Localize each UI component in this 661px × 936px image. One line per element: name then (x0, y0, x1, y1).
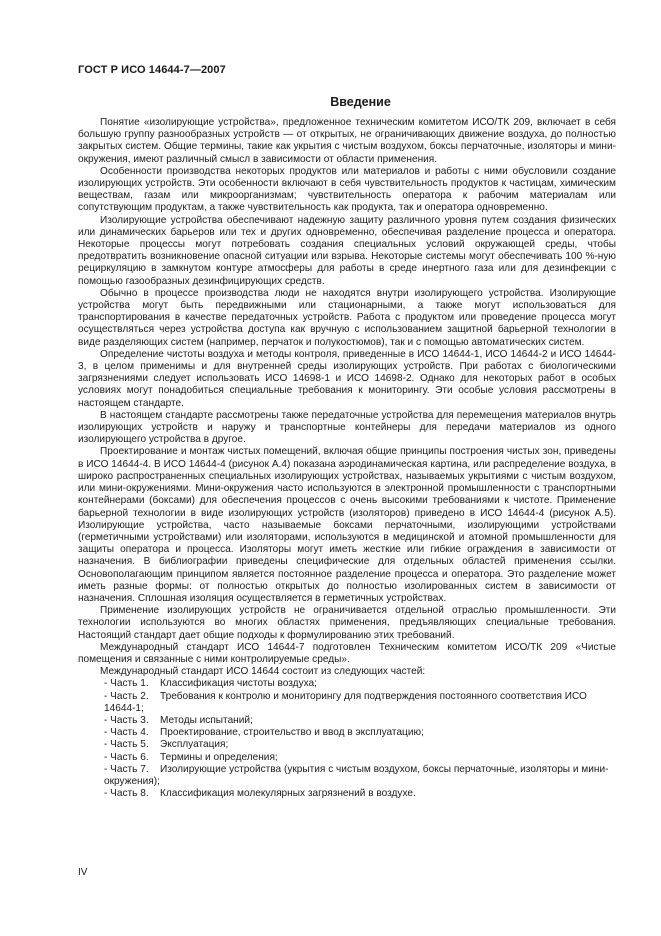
part-number: - Часть 5. (104, 739, 149, 751)
part-title: Требования к контролю и мониторингу для подтверждения постоянного соответствия ИСО 14644-1; (104, 690, 587, 714)
list-item (78, 715, 616, 727)
document-header: ГОСТ Р ИСО 14644-7—2007 (78, 64, 226, 76)
paragraph: Применение изолирующих устройств не ограничивается отдельной отраслью промышленности. Эти технологии используются во многих областях применения, предъявляющих специальные требования. Настоящий стандарт дает общие подходы к формулированию этих требований. (78, 605, 616, 641)
part-title: Классификация молекулярных загрязнений в воздухе. (160, 788, 416, 800)
list-item (78, 764, 616, 788)
list-item (78, 788, 616, 800)
list-item (78, 727, 616, 739)
paragraph: Определение чистоты воздуха и методы контроля, приведенные в ИСО 14644-1, ИСО 14644-2 и ИСО 14644-3, в целом применимы и для внутренней среды изолирующих устройств. При работах с биологическими загрязнениями следует использовать ИСО 14698-1 и ИСО 14698-2. Однако для некоторых работ в особых условиях могут понадобиться специальные требования к мониторингу. Эти особые условия рассмотрены в настоящем стандарте. (78, 348, 616, 409)
document-body (78, 117, 616, 800)
part-title: Проектирование, строительство и ввод в эксплуатацию; (160, 727, 424, 739)
part-title: Методы испытаний; (160, 714, 253, 726)
paragraph: Понятие «изолирующие устройства», предложенное техническим комитетом ИСО/ТК 209, включает в себя большую группу разнообразных устройств — от открытых, не ограничивающих движение воздуха, до полностью закрытых систем. Общие термины, такие как укрытия с чистым воздухом, боксы перчаточные, изоляторы и мини-окружения, имеют различный смысл в зависимости от области применения. (78, 117, 616, 165)
part-number: - Часть 6. (104, 751, 149, 763)
part-number: - Часть 8. (104, 788, 149, 800)
part-title: Изолирующие устройства (укрытия с чистым воздухом, боксы перчаточные, изоляторы и мини-окружения); (104, 763, 609, 787)
part-title: Термины и определения; (160, 751, 278, 763)
part-number: - Часть 1. (104, 678, 149, 690)
part-number: - Часть 2. (104, 690, 149, 702)
paragraph: Изолирующие устройства обеспечивают надежную защиту различного уровня путем создания физических или динамических барьеров или тех и других одновременно, обеспечивая разделение процесса и оператора. Некоторые процессы могут потребовать создания специальных условий окружающей среды, чтобы предотвратить возникновение опасной ситуации или взрыва. Некоторые системы могут обеспечивать 100 %-ную рециркуляцию в замкнутом контуре атмосферы для работы в среде инертного газа или для дезинфекции с помощью газообразных дезинфицирующих средств. (78, 214, 616, 287)
part-number: - Часть 3. (104, 714, 149, 726)
part-number: - Часть 4. (104, 727, 149, 739)
part-number: - Часть 7. (104, 763, 149, 775)
paragraph: Международный стандарт ИСО 14644-7 подготовлен Техническим комитетом ИСО/ТК 209 «Чистые помещения и связанные с ними контролируемые среды». (78, 641, 616, 665)
paragraph: В настоящем стандарте рассмотрены также передаточные устройства для перемещения материалов внутрь изолирующих устройств и наружу и транспортные контейнеры для передачи материалов из одного изолирующего устройства в другое. (78, 409, 616, 446)
paragraph: Международный стандарт ИСО 14644 состоит из следующих частей: (100, 666, 426, 678)
part-title: Эксплуатация; (160, 739, 229, 751)
part-title: Классификация чистоты воздуха; (160, 678, 317, 690)
list-item (78, 752, 616, 764)
paragraph: Обычно в процессе производства люди не находятся внутри изолирующего устройства. Изолирующие устройства могут быть передвижными или стационарными, а также могут использоваться для транспортирования в качестве передаточных устройств. Работа с продуктом или проведение процесса могут осуществляться через устройства доступа как вручную с использованием защитной барьерной технологии в виде разделяющих систем (например, перчаток и полукостюмов), так и с помощью автоматических систем. (78, 287, 616, 348)
list-item (78, 739, 616, 751)
page-number: IV (78, 867, 88, 878)
paragraph: Проектирование и монтаж чистых помещений, включая общие принципы построения чистых зон, приведены в ИСО 14644-4. В ИСО 14644-4 (рисунок А.4) показана аэродинамическая картина, или распределение воздуха, в широко распространенных специальных изолирующих устройствах, называемых укрытиями с чистым воздухом, или мини-окружениями. Мини-окружения часто используются в электронной промышленности с транспортными контейнерами (боксами) для обеспечения процессов с очень высокими требованиями к чистоте. Применение барьерной технологии в виде изолирующих устройств (изоляторов) приведено в ИСО 14644-4 (рисунок А.5). Изолирующие устройства, часто называемые боксами перчаточными, изолирующими устройствами (герметичными устройствами) или изоляторами, используются в медицинской и атомной промышленности для защиты оператора и процесса. Изоляторы могут иметь жесткие или гибкие ограждения в зависимости от назначения. В библиографии приведены специфические для отдельных областей применения ссылки. Основополагающим принципом является постоянное разделение процесса и оператора. Это разделение может иметь разные формы: от полностью открытых до полностью изолированных систем в зависимости от назначения. Сплошная изоляция осуществляется в герметичных устройствах. (78, 446, 616, 604)
section-title: Введение (330, 95, 391, 109)
list-item (78, 691, 616, 715)
paragraph: Особенности производства некоторых продуктов или материалов и работы с ними обусловили создание изолирующих устройств. Эти особенности включают в себя чувствительность продуктов к частицам, химическим веществам, газам или микроорганизмам; чувствительность оператора к рабочим материалам или сопутствующим продуктам, а также чувствительность как продукта, так и оператора одновременно. (78, 165, 616, 214)
list-item (78, 678, 616, 690)
